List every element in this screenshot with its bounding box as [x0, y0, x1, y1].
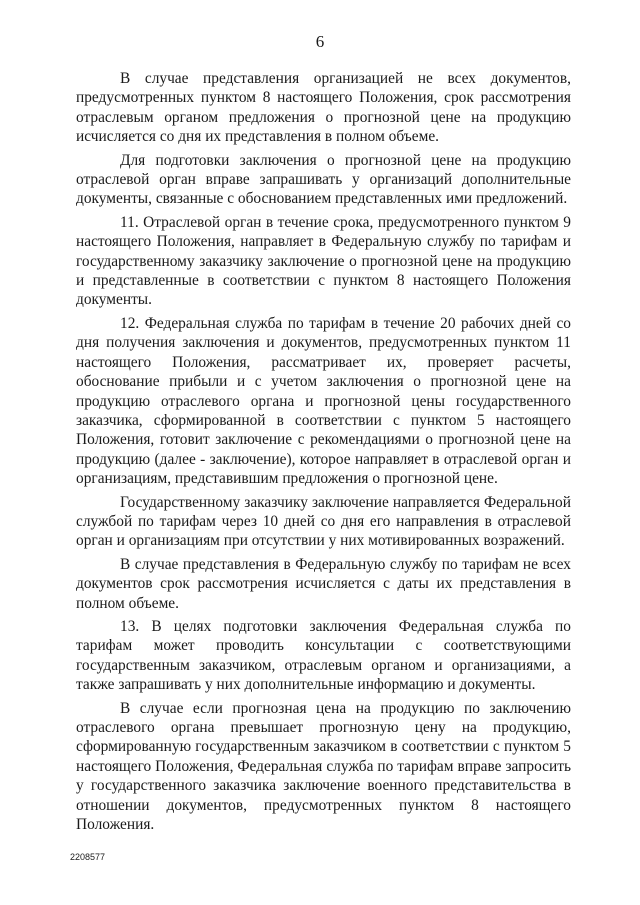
page-number: 6 [315, 32, 325, 51]
document-code: 2208577 [70, 852, 106, 862]
paragraph: Государственному заказчику заключение направляется Федеральной службой по тарифам через 10 дней со дня его направления в отраслевой орган и организациям при отсутствии у них мотивированных возражений. [76, 493, 571, 550]
document-body [76, 69, 571, 838]
paragraph: В случае представления в Федеральную службу по тарифам не всех документов срок рассмотрения исчисляется с даты их представления в полном объеме. [76, 555, 571, 612]
paragraph: 11. Отраслевой орган в течение срока, предусмотренного пунктом 9 настоящего Положения, направляет в Федеральную службу по тарифам и государственному заказчику заключение о прогнозной цене на продукцию и представленные в соответствии с пунктом 8 настоящего Положения документы. [76, 213, 571, 309]
paragraph: В случае представления организацией не всех документов, предусмотренных пунктом 8 настоящего Положения, срок рассмотрения отраслевым органом предложения о прогнозной цене на продукцию исчисляется со дня их представления в полном объеме. [76, 70, 571, 146]
paragraph: 13. В целях подготовки заключения Федеральная служба по тарифам может проводить консультации с соответствующими государственным заказчиком, отраслевым органом и организациями, а также запрашивать у них дополнительные информацию и документы. [76, 617, 571, 694]
paragraph: В случае если прогнозная цена на продукцию по заключению отраслевого органа превышает прогнозную цену на продукцию, сформированную государственным заказчиком в соответствии с пунктом 5 настоящего Положения, Федеральная служба по тарифам вправе запросить у государственного заказчика заключение военного представительства в отношении документов, предусмотренных пунктом 8 настоящего Положения. [76, 699, 571, 834]
paragraph: Для подготовки заключения о прогнозной цене на продукцию отраслевой орган вправе запрашивать у организаций дополнительные документы, связанные с обоснованием представленных ими предложений. [76, 151, 571, 208]
paragraph: 12. Федеральная служба по тарифам в течение 20 рабочих дней со дня получения заключения и документов, предусмотренных пунктом 11 настоящего Положения, рассматривает их, проверяет расчеты, обоснование прибыли и с учетом заключения о прогнозной цене на продукцию отраслевого органа и прогнозной цены государственного заказчика, сформированной в соответствии с пунктом 5 настоящего Положения, готовит заключение с рекомендациями о прогнозной цене на продукцию (далее - заключение), которое направляет в отраслевой орган и организациям, представившим предложения о прогнозной цене. [76, 314, 571, 488]
